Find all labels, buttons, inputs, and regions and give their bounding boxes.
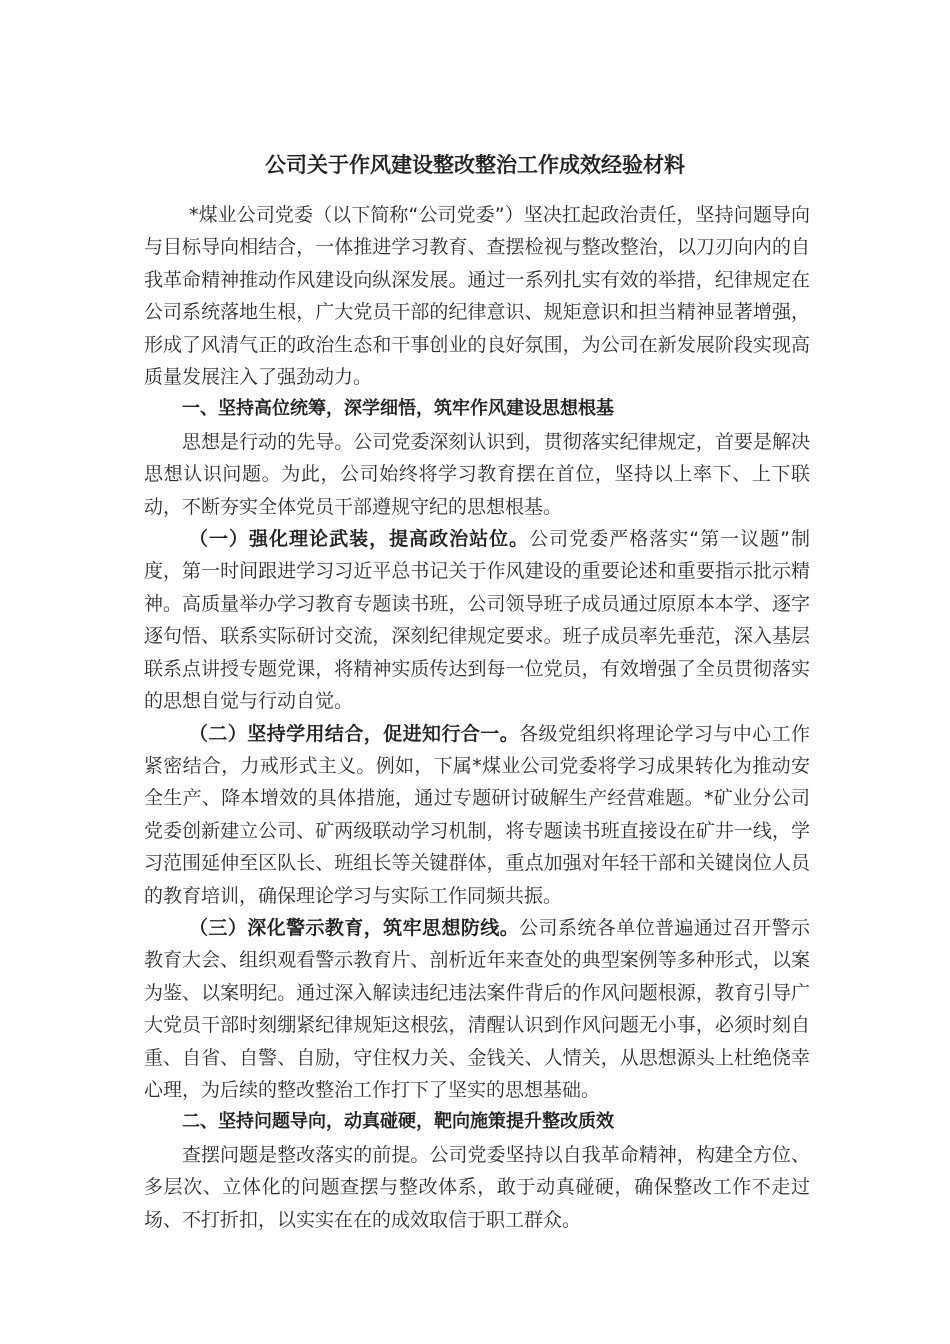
subsection-3-text: 公司系统各单位普遍通过召开警示教育大会、组织观看警示教育片、剖析近年来查处的典型案例等多种形式，以案为鉴、以案明纪。通过深入解读违纪违法案件背后的作风问题根源，教育引导广大党员干部时刻绷紧纪律规矩这根弦，清醒认识到作风问题无小事，必须时刻自重、自省、自警、自励，守住权力关、金钱关、人情关，从思想源头上杜绝侥幸心理，为后续的整改整治工作打下了坚实的思想基础。 (144, 916, 810, 1101)
subsection-3-lead: （三）深化警示教育，筑牢思想防线。 (189, 916, 520, 939)
document-title: 公司关于作风建设整改整治工作成效经验材料 (265, 153, 685, 177)
section-2-body: 查摆问题是整改落实的前提。公司党委坚持以自我革命精神，构建全方位、多层次、立体化的问题查摆与整改体系，敢于动真碰硬，确保整改工作不走过场、不打折扣，以实实在在的成效取信于职工群众。 (144, 1143, 810, 1231)
subsection-3-paragraph (144, 912, 810, 1106)
section-1-body: 思想是行动的先导。公司党委深刻认识到，贯彻落实纪律规定，首要是解决思想认识问题。为此，公司始终将学习教育摆在首位，坚持以上率下、上下联动，不断夯实全体党员干部遵规守纪的思想根基。 (144, 430, 810, 518)
subsection-1-lead: （一）强化理论武装，提高政治站位。 (189, 528, 530, 551)
document-body (144, 199, 810, 1236)
subsection-1-paragraph (144, 523, 810, 717)
subsection-1-text: 公司党委严格落实“第一议题”制度，第一时间跟进学习习近平总书记关于作风建设的重要论述和重要指示批示精神。高质量举办学习教育专题读书班，公司领导班子成员通过原原本本学、逐字逐句悟、联系实际研讨交流，深刻纪律规定要求。班子成员率先垂范，深入基层联系点讲授专题党课，将精神实质传达到每一位党员，有效增强了全员贯彻落实的思想自觉与行动自觉。 (144, 528, 810, 713)
subsection-2-text: 各级党组织将理论学习与中心工作紧密结合，力戒形式主义。例如，下属*煤业公司党委将学习成果转化为推动安全生产、降本增效的具体措施，通过专题研讨破解生产经营难题。*矿业分公司党委创新建立公司、矿两级联动学习机制，将专题读书班直接设在矿井一线，学习范围延伸至区队长、班组长等关键群体，重点加强对年轻干部和关键岗位人员的教育培训，确保理论学习与实际工作同频共振。 (144, 722, 810, 907)
subsection-2-paragraph (144, 718, 810, 912)
section-2-heading: 二、坚持问题导向，动真碰硬，靶向施策提升整改质效 (182, 1111, 614, 1133)
intro-paragraph: *煤业公司党委（以下简称“公司党委”）坚决扛起政治责任，坚持问题导向与目标导向相结合，一体推进学习教育、查摆检视与整改整治，以刀刃向内的自我革命精神推动作风建设向纵深发展。通过一系列扎实有效的举措，纪律规定在公司系统落地生根，广大党员干部的纪律意识、规矩意识和担当精神显著增强，形成了风清气正的政治生态和干事创业的良好氛围，为公司在新发展阶段实现高质量发展注入了强劲动力。 (144, 204, 810, 389)
subsection-2-lead: （二）坚持学用结合，促进知行合一。 (189, 722, 520, 745)
section-1-heading: 一、坚持高位统筹，深学细悟，筑牢作风建设思想根基 (182, 398, 614, 420)
